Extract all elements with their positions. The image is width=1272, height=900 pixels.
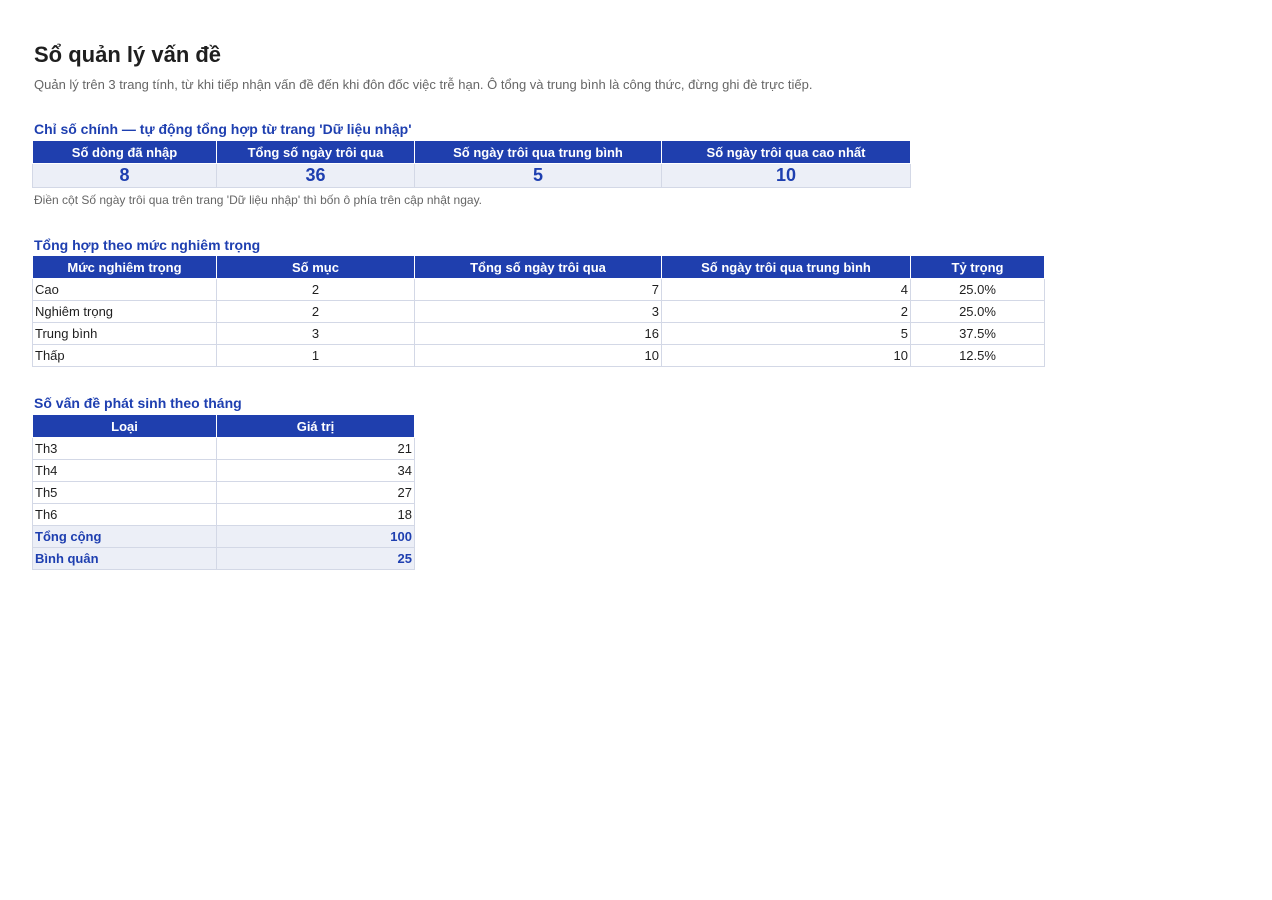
severity-table (32, 255, 1045, 367)
month-value-cell[interactable]: 18 (217, 504, 415, 526)
total-row (33, 526, 415, 548)
table-row (33, 460, 415, 482)
kpi-header-row (33, 141, 911, 164)
table-row (33, 279, 1045, 301)
table-row (33, 438, 415, 460)
monthly-header-value: Giá trị (217, 415, 415, 438)
monthly-header-type: Loại (33, 415, 217, 438)
average-label-cell[interactable]: Bình quân (33, 548, 217, 570)
severity-avg-days-cell[interactable]: 5 (662, 323, 911, 345)
severity-avg-days-cell[interactable]: 2 (662, 301, 911, 323)
severity-share-cell[interactable]: 12.5% (911, 345, 1045, 367)
table-row (33, 504, 415, 526)
severity-level-cell[interactable]: Thấp (33, 345, 217, 367)
kpi-rows-entered-cell[interactable]: 8 (33, 164, 217, 188)
kpi-table (32, 140, 911, 188)
monthly-header-row (33, 415, 415, 438)
month-value-cell[interactable]: 34 (217, 460, 415, 482)
table-row (33, 345, 1045, 367)
severity-count-cell[interactable]: 3 (217, 323, 415, 345)
total-label-cell[interactable]: Tổng cộng (33, 526, 217, 548)
kpi-avg-days-cell[interactable]: 5 (415, 164, 662, 188)
kpi-header-rows-entered: Số dòng đã nhập (33, 141, 217, 164)
kpi-header-max-days: Số ngày trôi qua cao nhất (662, 141, 911, 164)
severity-total-days-cell[interactable]: 16 (415, 323, 662, 345)
month-label-cell[interactable]: Th5 (33, 482, 217, 504)
severity-count-cell[interactable]: 1 (217, 345, 415, 367)
severity-header-row (33, 256, 1045, 279)
kpi-header-avg-days: Số ngày trôi qua trung bình (415, 141, 662, 164)
severity-section-title: Tổng hợp theo mức nghiêm trọng (34, 237, 261, 253)
kpi-max-days-cell[interactable]: 10 (662, 164, 911, 188)
kpi-total-days-cell[interactable]: 36 (217, 164, 415, 188)
severity-header-total-days: Tổng số ngày trôi qua (415, 256, 662, 279)
monthly-table (32, 414, 415, 570)
severity-total-days-cell[interactable]: 7 (415, 279, 662, 301)
kpi-value-row (33, 164, 911, 188)
month-value-cell[interactable]: 21 (217, 438, 415, 460)
month-label-cell[interactable]: Th3 (33, 438, 217, 460)
severity-header-share: Tỷ trọng (911, 256, 1045, 279)
severity-header-count: Số mục (217, 256, 415, 279)
average-row (33, 548, 415, 570)
severity-share-cell[interactable]: 25.0% (911, 279, 1045, 301)
severity-header-level: Mức nghiêm trọng (33, 256, 217, 279)
monthly-section-title: Số vấn đề phát sinh theo tháng (34, 395, 242, 411)
severity-header-avg-days: Số ngày trôi qua trung bình (662, 256, 911, 279)
total-value-cell[interactable]: 100 (217, 526, 415, 548)
table-row (33, 482, 415, 504)
severity-share-cell[interactable]: 25.0% (911, 301, 1045, 323)
page-title: Sổ quản lý vấn đề (34, 42, 222, 67)
table-row (33, 301, 1045, 323)
month-label-cell[interactable]: Th4 (33, 460, 217, 482)
month-label-cell[interactable]: Th6 (33, 504, 217, 526)
severity-level-cell[interactable]: Cao (33, 279, 217, 301)
severity-count-cell[interactable]: 2 (217, 279, 415, 301)
table-row (33, 323, 1045, 345)
severity-avg-days-cell[interactable]: 4 (662, 279, 911, 301)
month-value-cell[interactable]: 27 (217, 482, 415, 504)
severity-avg-days-cell[interactable]: 10 (662, 345, 911, 367)
average-value-cell[interactable]: 25 (217, 548, 415, 570)
kpi-header-total-days: Tổng số ngày trôi qua (217, 141, 415, 164)
severity-count-cell[interactable]: 2 (217, 301, 415, 323)
severity-share-cell[interactable]: 37.5% (911, 323, 1045, 345)
severity-level-cell[interactable]: Trung bình (33, 323, 217, 345)
kpi-section-title: Chỉ số chính — tự động tổng hợp từ trang 'Dữ liệu nhập' (34, 121, 412, 137)
kpi-note: Điền cột Số ngày trôi qua trên trang 'Dữ liệu nhập' thì bốn ô phía trên cập nhật ngay. (34, 193, 483, 207)
severity-total-days-cell[interactable]: 10 (415, 345, 662, 367)
severity-level-cell[interactable]: Nghiêm trọng (33, 301, 217, 323)
page-subtitle: Quản lý trên 3 trang tính, từ khi tiếp nhận vấn đề đến khi đôn đốc việc trễ hạn. Ô tổng và trung bình là công thức, đừng ghi đè trực tiếp. (34, 77, 813, 92)
severity-total-days-cell[interactable]: 3 (415, 301, 662, 323)
